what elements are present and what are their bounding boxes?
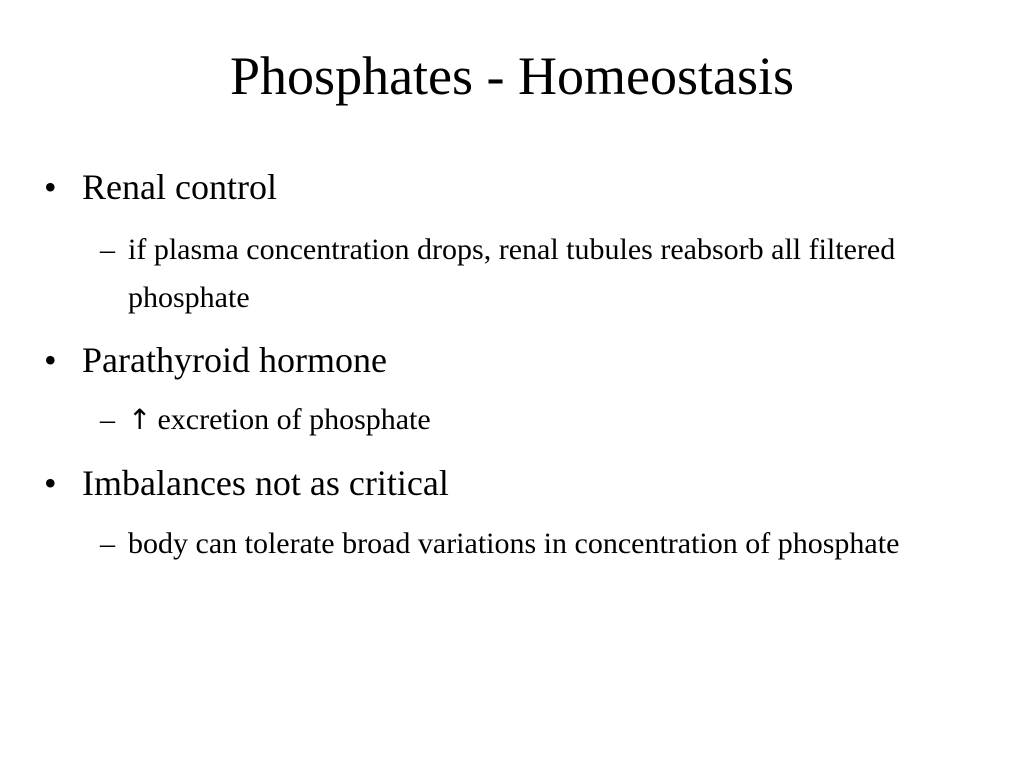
sub-item-text: if plasma concentration drops, renal tubules reabsorb all filtered phosphate: [128, 233, 896, 314]
bullet-marker: •: [44, 167, 57, 207]
bullet-item-parathyroid-hormone: [44, 338, 387, 382]
slide-title: Phosphates - Homeostasis: [230, 46, 794, 106]
bullet-label: Renal control: [82, 167, 277, 207]
up-arrow-icon: ↑: [128, 403, 152, 436]
sub-item-renal-control: [100, 226, 1000, 322]
sub-item-imbalances: [100, 520, 1000, 568]
sub-marker: –: [100, 403, 115, 436]
bullet-item-renal-control: [44, 165, 277, 209]
sub-item-parathyroid-hormone: [100, 396, 1000, 444]
bullet-marker: •: [44, 340, 57, 380]
bullet-label: Parathyroid hormone: [82, 340, 387, 380]
sub-marker: –: [100, 233, 115, 266]
sub-marker: –: [100, 527, 115, 560]
bullet-marker: •: [44, 463, 57, 503]
sub-item-text: excretion of phosphate: [157, 403, 431, 436]
bullet-item-imbalances: [44, 461, 449, 505]
bullet-label: Imbalances not as critical: [82, 463, 449, 503]
sub-item-text: body can tolerate broad variations in concentration of phosphate: [128, 527, 900, 560]
